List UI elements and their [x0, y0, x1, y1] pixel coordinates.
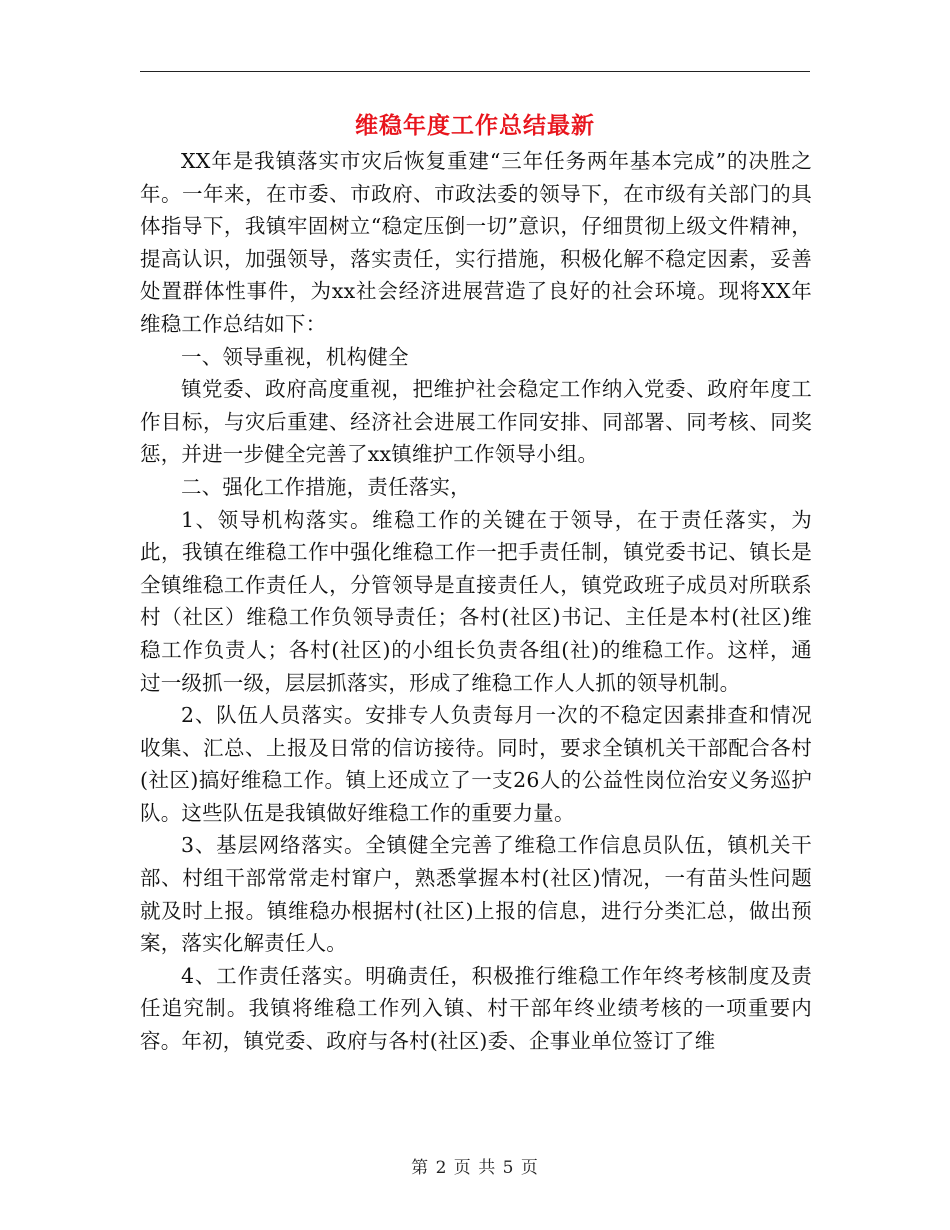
- section-heading-2: 二、强化工作措施，责任落实，: [181, 474, 471, 499]
- paragraph-item-1: 1、领导机构落实。维稳工作的关键在于领导，在于责任落实，为此，我镇在维稳工作中强化维稳工作一把手责任制，镇党委书记、镇长是全镇维稳工作责任人，分管领导是直接责任人，镇党政班子成员对所联系村（社区）维稳工作负领导责任；各村(社区)书记、主任是本村(社区)维稳工作负责人；各村(社区)的小组长负责各组(社)的维稳工作。这样，通过一级抓一级，层层抓落实，形成了维稳工作人人抓的领导机制。: [140, 507, 812, 695]
- page-number-footer: 第 2 页 共 5 页: [411, 1158, 539, 1178]
- paragraph-item-2: 2、队伍人员落实。安排专人负责每月一次的不稳定因素排查和情况收集、汇总、上报及日常的信访接待。同时，要求全镇机关干部配合各村(社区)搞好维稳工作。镇上还成立了一支26人的公益性岗位治安义务巡护队。这些队伍是我镇做好维稳工作的重要力量。: [140, 703, 812, 825]
- document-title: 维稳年度工作总结最新: [355, 112, 595, 139]
- paragraph-item-4: 4、工作责任落实。明确责任，积极推行维稳工作年终考核制度及责任追究制。我镇将维稳工作列入镇、村干部年终业绩考核的一项重要内容。年初，镇党委、政府与各村(社区)委、企事业单位签订了维: [140, 963, 812, 1054]
- paragraph-section-1: 镇党委、政府高度重视，把维护社会稳定工作纳入党委、政府年度工作目标，与灾后重建、经济社会进展工作同安排、同部署、同考核、同奖惩，并进一步健全完善了xx镇维护工作领导小组。: [140, 377, 812, 467]
- paragraph-intro: XX年是我镇落实市灾后恢复重建“三年任务两年基本完成”的决胜之年。一年来，在市委、市政府、市政法委的领导下，在市级有关部门的具体指导下，我镇牢固树立“稳定压倒一切”意识，仔细贯彻上级文件精神，提高认识，加强领导，落实责任，实行措施，积极化解不稳定因素，妥善处置群体性事件，为xx社会经济进展营造了良好的社会环境。现将XX年维稳工作总结如下：: [140, 149, 812, 336]
- header-rule: [140, 71, 810, 72]
- paragraph-item-3: 3、基层网络落实。全镇健全完善了维稳工作信息员队伍，镇机关干部、村组干部常常走村窜户，熟悉掌握本村(社区)情况，一有苗头性问题就及时上报。镇维稳办根据村(社区)上报的信息，进行分类汇总，做出预案，落实化解责任人。: [140, 833, 812, 956]
- section-heading-1: 一、领导重视，机构健全: [181, 344, 409, 369]
- document-body: [140, 145, 812, 1058]
